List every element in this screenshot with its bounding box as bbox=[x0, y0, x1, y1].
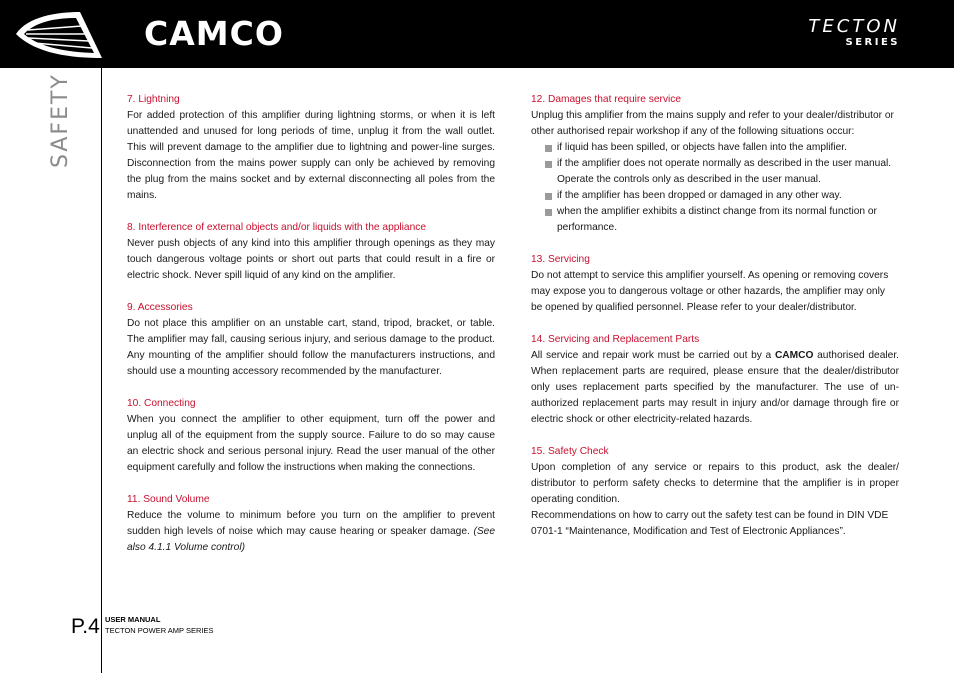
section-body bbox=[127, 508, 495, 556]
list-item bbox=[531, 140, 899, 156]
section-servicing bbox=[531, 252, 899, 316]
series-name: TECTON bbox=[808, 16, 900, 37]
series-subtitle: SERIES bbox=[845, 37, 900, 48]
bullet-square-icon bbox=[545, 209, 552, 216]
camco-logo-icon bbox=[12, 10, 104, 62]
section-intro: Unplug this amplifier from the mains supply and refer to your dealer/distributor or other authorised repair workshop if any of the following situations occur: bbox=[531, 110, 894, 137]
list-item bbox=[531, 156, 899, 188]
section-heading: 7. Lightning bbox=[127, 94, 180, 105]
section-heading: 13. Servicing bbox=[531, 254, 590, 265]
section-safety-check bbox=[531, 444, 899, 540]
section-heading: 12. Damages that require service bbox=[531, 94, 682, 105]
cross-reference-note: (See also 4.1.1 Volume control) bbox=[127, 526, 495, 553]
damage-list bbox=[531, 140, 899, 236]
left-column bbox=[127, 92, 495, 572]
list-item-text: if liquid has been spilled, or objects have fallen into the amplifier. bbox=[557, 142, 847, 153]
bullet-square-icon bbox=[545, 161, 552, 168]
section-heading: 14. Servicing and Replacement Parts bbox=[531, 334, 700, 345]
section-body: Do not attempt to service this amplifier yourself. As opening or removing covers may expose you to dangerous voltage or other hazards, the amplifier may only be opened by qualified personnel. Please refer to your dealer/distributor. bbox=[531, 270, 889, 313]
section-heading: 11. Sound Volume bbox=[127, 494, 210, 505]
section-body: When you connect the amplifier to other equipment, turn off the power and unplug all of the equipment from the supply source. Failure to do so may cause an electric shock and serious personal injury. Read the user manual of the other equipment carefully and follow the instructions when making the connections. bbox=[127, 414, 495, 473]
section-body: Upon completion of any service or repairs to this product, ask the dealer/ distributor to perform safety checks to determine that the amplifier is in proper operating condition. bbox=[531, 462, 899, 505]
body-text: authorised dealer. When replacement parts are required, please ensure that the dealer/distributor only uses replacement parts specified by the manufacturer. The use of un-authorized replacement parts may result in injury and/or damage through fire or electric shock or other electricity-related hazards. bbox=[531, 350, 899, 425]
header-bar bbox=[0, 0, 954, 68]
section-title-vertical: SAFETY bbox=[48, 73, 73, 168]
section-body: Do not place this amplifier on an unstable cart, stand, tripod, bracket, or table. The amplifier may fall, causing serious injury, and serious damage to the product. Any mounting of the amplifier should follow the manufacturers instructions, and should use a mounting accessory recommended by the manufacturer. bbox=[127, 318, 495, 377]
section-interference bbox=[127, 220, 495, 284]
manual-title: USER MANUAL bbox=[105, 615, 161, 624]
margin-rule bbox=[101, 68, 102, 673]
section-body: For added protection of this amplifier during lightning storms, or when it is left unattended and unused for long periods of time, unplug it from the wall outlet. This will prevent damage to the amplifier due to lightning and power-line surges. Disconnection from the mains power supply can only be achieved by removing the plug from the mains socket and by external disconnecting all poles from the mains. bbox=[127, 110, 495, 201]
section-heading: 15. Safety Check bbox=[531, 446, 609, 457]
list-item bbox=[531, 204, 899, 236]
right-column bbox=[531, 92, 899, 556]
list-item-text: if the amplifier does not operate normally as described in the user manual. Operate the controls only as described in the user manual. bbox=[557, 158, 892, 185]
body-text: Reduce the volume to minimum before you turn on the amplifier to prevent sudden high levels of noise which may cause hearing or speaker damage. bbox=[127, 510, 495, 537]
bullet-square-icon bbox=[545, 145, 552, 152]
bullet-square-icon bbox=[545, 193, 552, 200]
section-heading: 8. Interference of external objects and/or liquids with the appliance bbox=[127, 222, 427, 233]
section-replacement-parts bbox=[531, 332, 899, 428]
section-sound-volume bbox=[127, 492, 495, 556]
brand-logo: CAMCO bbox=[144, 14, 284, 53]
section-accessories bbox=[127, 300, 495, 380]
body-text: All service and repair work must be carried out by a bbox=[531, 350, 772, 361]
section-body bbox=[531, 348, 899, 428]
manual-subtitle: TECTON POWER AMP SERIES bbox=[105, 626, 214, 635]
list-item-text: when the amplifier exhibits a distinct change from its normal function or performance. bbox=[557, 206, 877, 233]
section-body-2: Recommendations on how to carry out the safety test can be found in DIN VDE 0701-1 “Maintenance, Modification and Test of Electronic Appliances”. bbox=[531, 510, 889, 537]
list-item bbox=[531, 188, 899, 204]
list-item-text: if the amplifier has been dropped or damaged in any other way. bbox=[557, 190, 842, 201]
section-heading: 9. Accessories bbox=[127, 302, 193, 313]
section-heading: 10. Connecting bbox=[127, 398, 196, 409]
page-number: P.4 bbox=[71, 615, 100, 638]
series-logo bbox=[808, 16, 900, 49]
brand-inline: CAMCO bbox=[774, 350, 814, 361]
section-damages bbox=[531, 92, 899, 236]
section-body: Never push objects of any kind into this amplifier through openings as they may touch dangerous voltage points or short out parts that could result in a fire or electric shock. Never spill liquid of any kind on the amplifier. bbox=[127, 238, 495, 281]
section-connecting bbox=[127, 396, 495, 476]
section-lightning bbox=[127, 92, 495, 204]
